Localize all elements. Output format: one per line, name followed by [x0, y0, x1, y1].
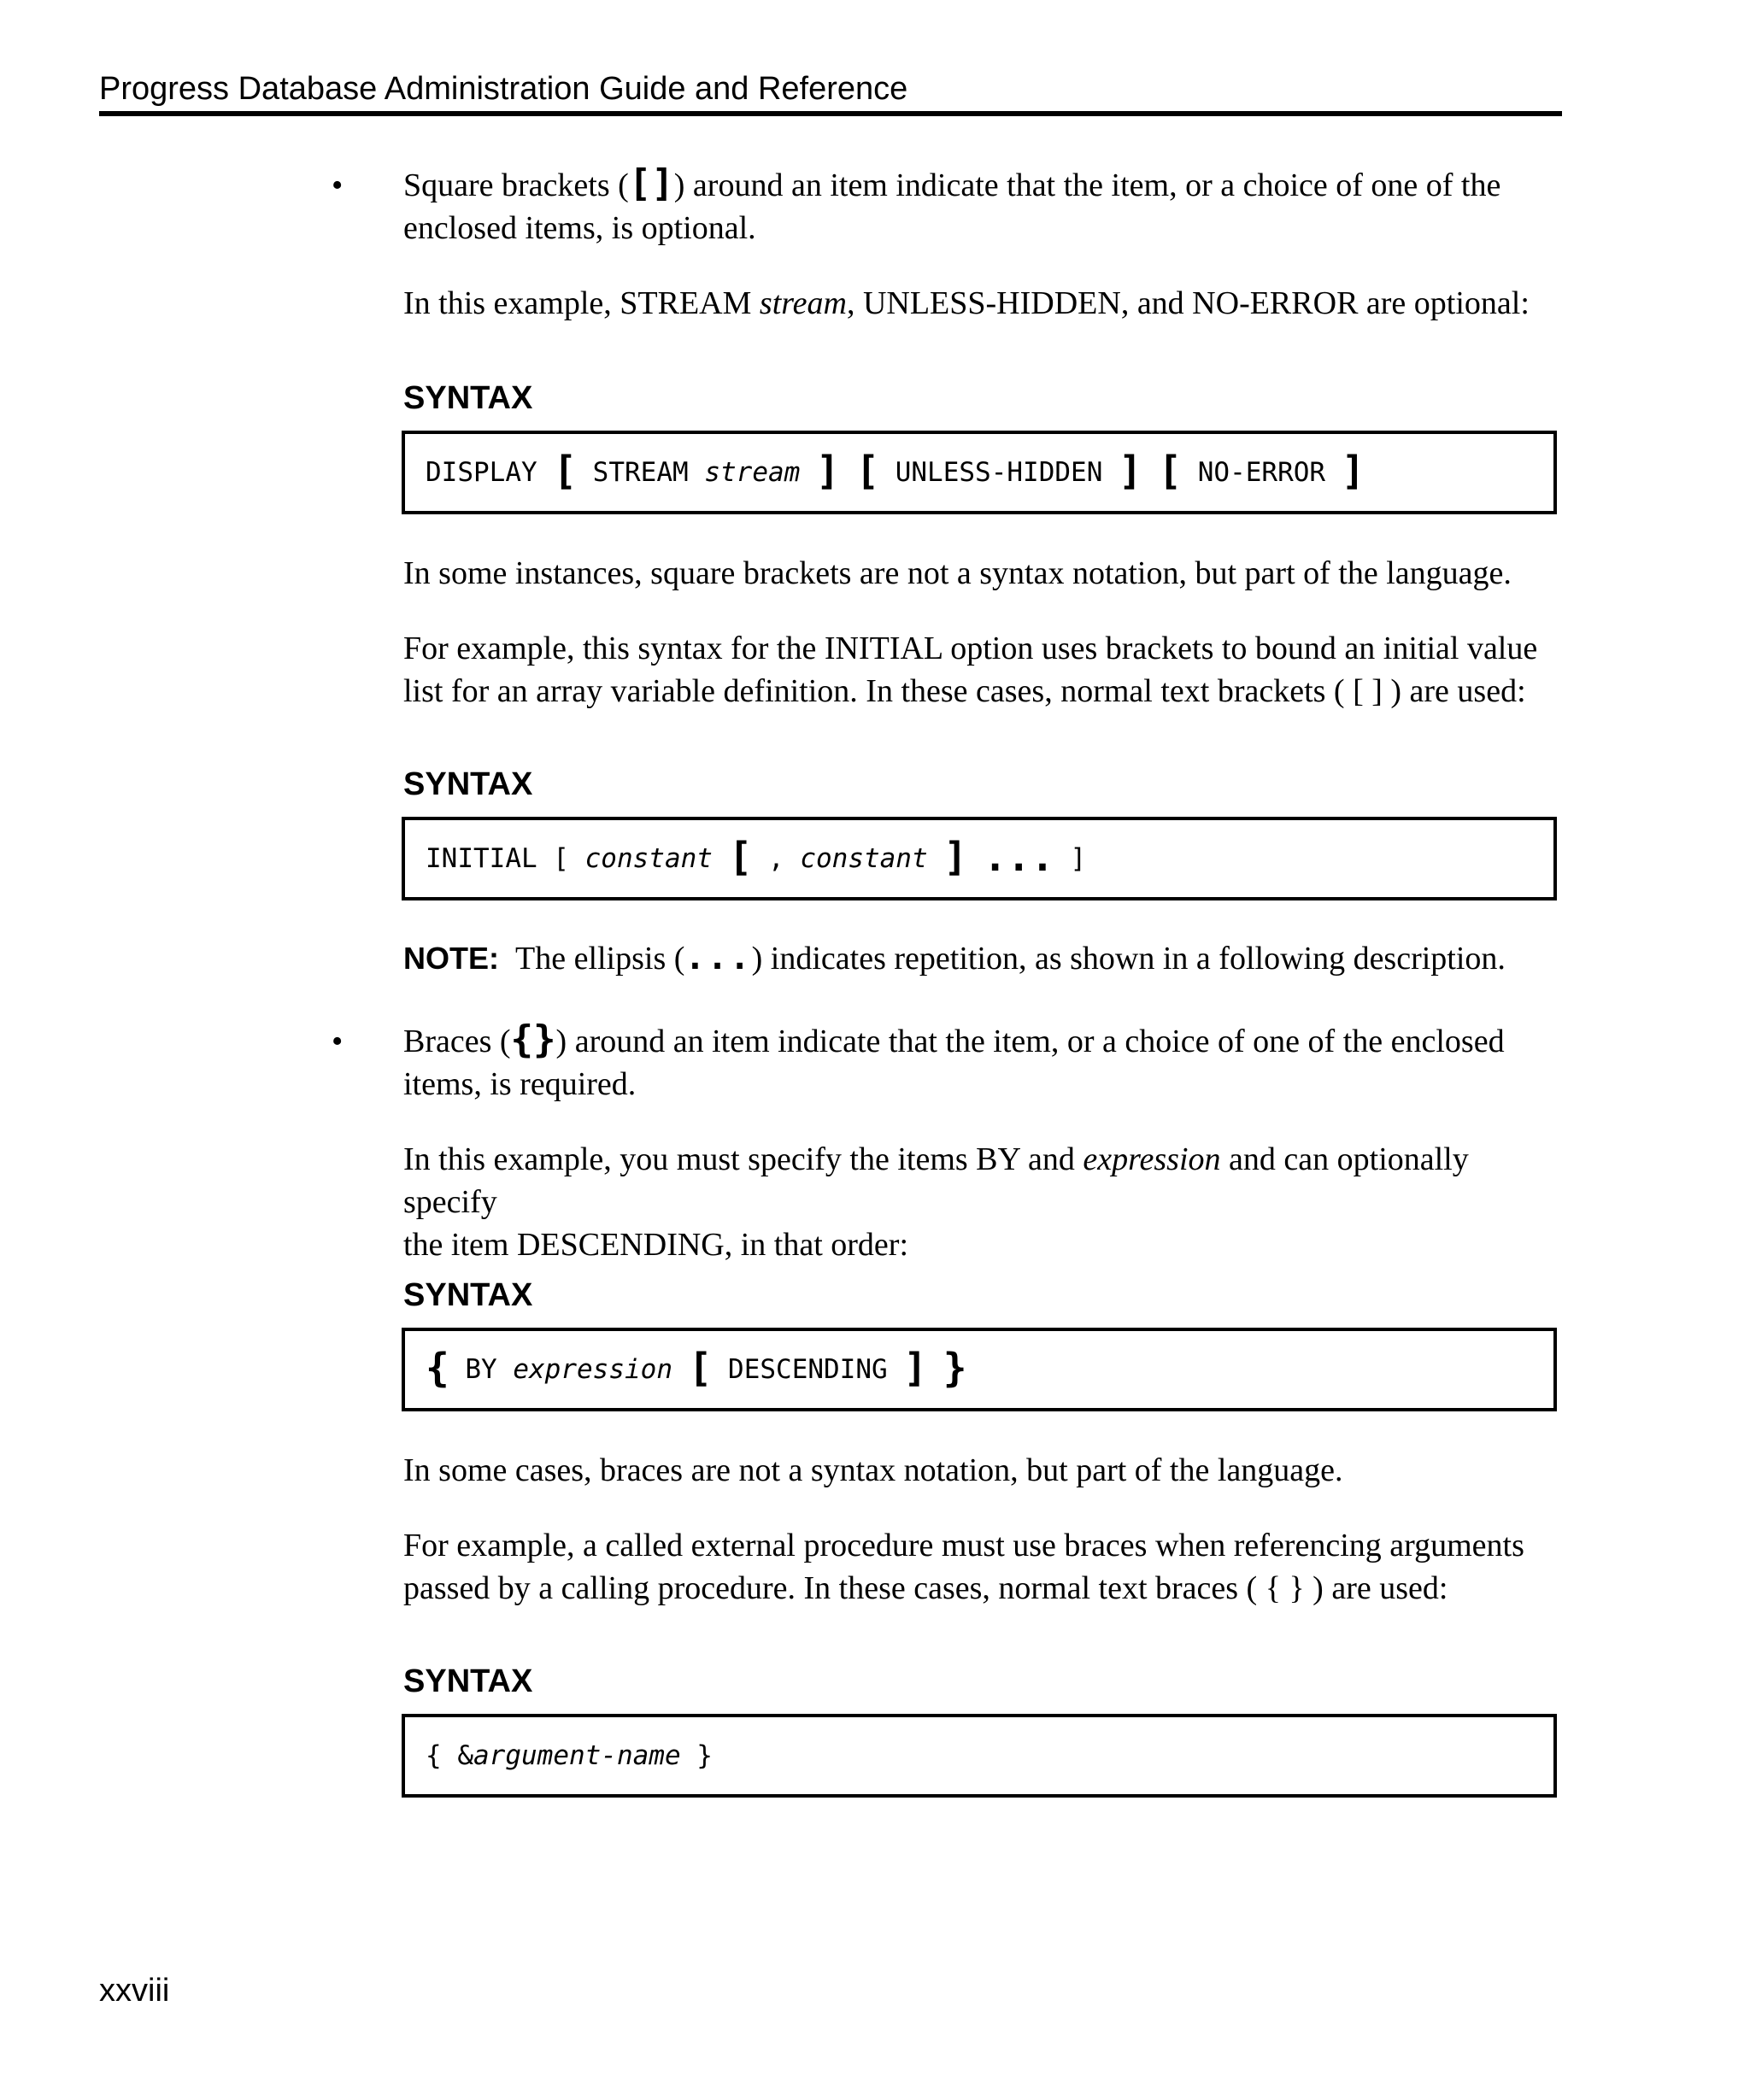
text-fragment: The ellipsis ( [515, 941, 685, 977]
text-fragment: ) around an item indicate that the item, or a choice of one of the enclosed [555, 1024, 1505, 1059]
note-label: NOTE: [403, 941, 499, 976]
text-fragment: In this example, you must specify the items BY and [403, 1141, 1083, 1177]
syntax-variable: constant [800, 843, 928, 874]
text-fragment: items, is required. [403, 1066, 637, 1102]
syntax-heading: SYNTAX [403, 1277, 533, 1313]
text-fragment: For example, a called external procedure must use braces when referencing arguments [403, 1528, 1524, 1563]
syntax-token: DISPLAY [426, 457, 554, 488]
syntax-token [1142, 457, 1159, 488]
ellipsis-symbol: ... [983, 834, 1054, 880]
ellipsis-note [403, 936, 1565, 980]
external-procedure-text [403, 1524, 1565, 1610]
syntax-box-argument [402, 1714, 1557, 1798]
brace-symbol: } [943, 1345, 967, 1391]
bracket-symbol: ] [903, 1345, 928, 1391]
syntax-variable: expression [513, 1354, 672, 1385]
text-fragment: ) indicates repetition, as shown in a following description. [751, 941, 1506, 977]
bracket-symbol: ] [1341, 448, 1365, 494]
brace-symbol: { [426, 1345, 449, 1391]
italic-term: stream [759, 285, 847, 321]
bracket-symbol: ] [815, 448, 840, 494]
bracket-symbol: [ [1158, 448, 1183, 494]
syntax-token [713, 843, 729, 874]
bracket-symbol: [ [688, 1345, 713, 1391]
syntax-token [927, 1354, 943, 1385]
close-brace-symbol: } [533, 1018, 556, 1061]
bullet-marker: • [332, 167, 344, 203]
text-fragment: In this example, STREAM [403, 285, 760, 321]
bracket-symbol: [ [855, 448, 880, 494]
syntax-box-display [402, 431, 1557, 514]
text-fragment: For example, this syntax for the INITIAL option uses brackets to bound an initial value [403, 631, 1538, 666]
ellipsis-symbol: ... [684, 938, 752, 977]
syntax-token: { & [426, 1740, 473, 1771]
open-bracket-symbol: [ [628, 161, 652, 205]
syntax-token: NO-ERROR [1182, 457, 1342, 488]
header-rule [99, 111, 1562, 116]
syntax-box-by-expression [402, 1328, 1557, 1411]
syntax-heading: SYNTAX [403, 380, 533, 416]
text-fragment: passed by a calling procedure. In these cases, normal text braces ( { } ) are used: [403, 1570, 1448, 1606]
text-fragment: and can optionally specify [403, 1141, 1469, 1220]
syntax-token: INITIAL [ [426, 843, 585, 874]
syntax-token: , [752, 843, 801, 874]
close-bracket-symbol: ] [651, 161, 674, 205]
syntax-token: STREAM [577, 457, 705, 488]
text-fragment: the item DESCENDING, in that order: [403, 1227, 909, 1263]
syntax-variable: constant [584, 843, 713, 874]
text-fragment: , UNLESS-HIDDEN, and NO-ERROR are optional: [846, 285, 1530, 321]
text-fragment: Square brackets ( [403, 167, 629, 203]
text-fragment: Braces ( [403, 1024, 511, 1059]
text-fragment: ) around an item indicate that the item, or a choice of one of the [673, 167, 1501, 203]
syntax-token [672, 1354, 689, 1385]
syntax-token: } [680, 1740, 713, 1771]
syntax-token [800, 457, 816, 488]
syntax-variable: stream [704, 457, 801, 488]
bracket-symbol: ] [1119, 448, 1142, 494]
text-fragment: enclosed items, is optional. [403, 210, 756, 246]
syntax-token [840, 457, 856, 488]
braces-language-note: In some cases, braces are not a syntax notation, but part of the language. [403, 1452, 1343, 1488]
italic-term: expression [1083, 1141, 1221, 1177]
bracket-symbol: [ [728, 834, 753, 880]
brackets-language-note: In some instances, square brackets are not a syntax notation, but part of the language. [403, 555, 1512, 591]
bracket-symbol: ] [943, 834, 968, 880]
page-number: xxviii [99, 1973, 170, 2009]
syntax-token [928, 843, 944, 874]
braces-description [403, 1018, 1565, 1106]
bullet-marker: • [332, 1024, 344, 1059]
braces-example-text [403, 1138, 1565, 1266]
bracket-symbol: [ [553, 448, 578, 494]
open-brace-symbol: { [510, 1018, 534, 1061]
brackets-example-text [403, 282, 1565, 325]
brackets-description [403, 162, 1565, 249]
syntax-token: ] [1054, 843, 1087, 874]
text-fragment: list for an array variable definition. In these cases, normal text brackets ( [ ] ) are used: [403, 673, 1526, 709]
syntax-token: UNLESS-HIDDEN [879, 457, 1119, 488]
syntax-heading: SYNTAX [403, 1663, 533, 1699]
initial-option-text [403, 627, 1565, 713]
syntax-box-initial [402, 817, 1557, 900]
running-header: Progress Database Administration Guide and Reference [99, 71, 908, 107]
syntax-token: DESCENDING [712, 1354, 904, 1385]
syntax-heading: SYNTAX [403, 766, 533, 802]
syntax-token [967, 843, 984, 874]
syntax-variable: argument-name [473, 1740, 681, 1771]
syntax-token: BY [449, 1354, 514, 1385]
